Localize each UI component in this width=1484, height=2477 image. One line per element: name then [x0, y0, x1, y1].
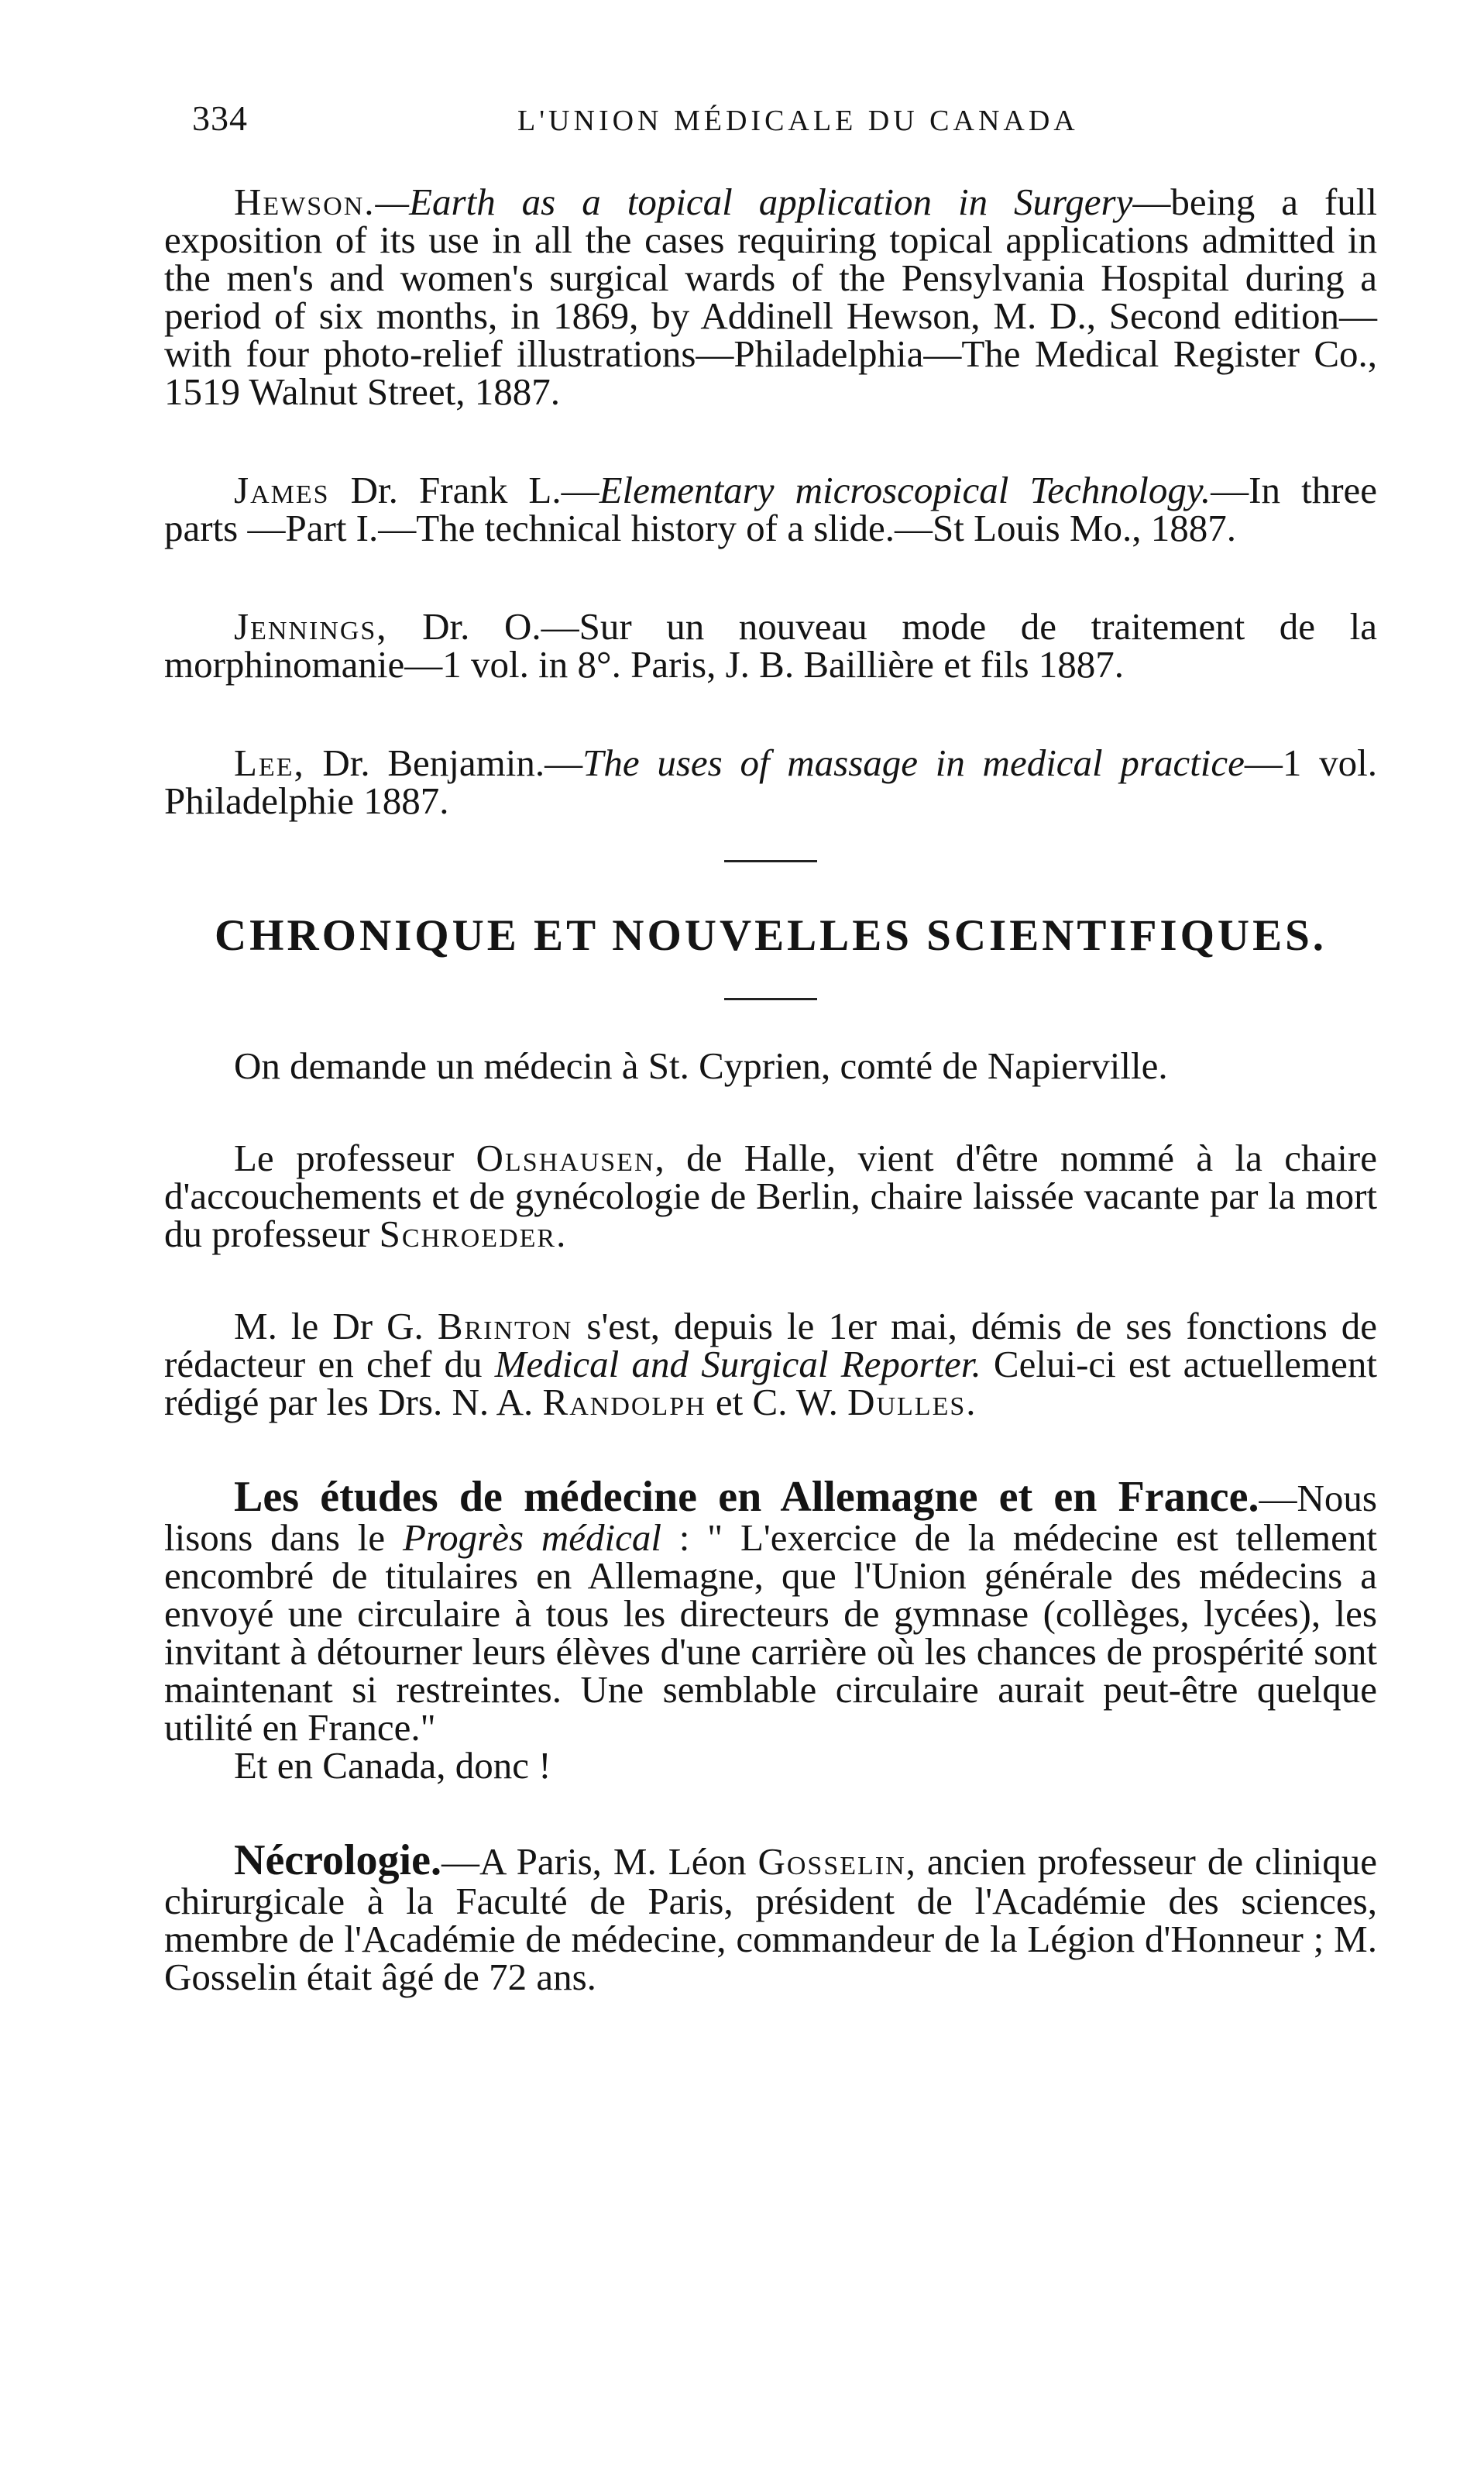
biblio-title: —Earth as a topical application in Surgery — [375, 181, 1133, 223]
news-item-etudes-coda — [164, 1744, 1377, 1787]
page-number: 334 — [192, 98, 248, 138]
news-text: —A Paris, M. Léon — [441, 1840, 758, 1883]
biblio-author: Lee, — [234, 741, 305, 784]
section-title: CHRONIQUE ET NOUVELLES SCIENTIFIQUES. — [214, 911, 1328, 960]
person-name: Brinton — [437, 1305, 573, 1347]
person-name: Gosselin — [757, 1840, 906, 1883]
biblio-entry-james — [164, 471, 1377, 547]
news-text: Celui-ci est actuellement rédigé par les Drs. N. A. — [164, 1343, 1377, 1423]
news-text: . — [556, 1213, 566, 1255]
news-item-brinton — [164, 1307, 1377, 1421]
divider-rule — [724, 860, 817, 862]
biblio-title: The uses of massage in medical practice — [582, 741, 1245, 784]
running-title: L'UNION MÉDICALE DU CANADA — [517, 105, 1079, 137]
biblio-text: —being a full exposition of its use in all the cases requiring topical applications admitted in the men's and women's surgical wards of the Pensylvania Hospital during a period of six months, in 1869, by Addinell Hewson, M. D., Second edition—with four photo-relief illustrations—Philadelphia—The Medical Register Co., 1519 Walnut Street, 1887. — [164, 181, 1377, 413]
person-name: Dulles — [847, 1381, 967, 1423]
news-item-cyprien — [164, 1044, 1377, 1087]
news-text: Le professeur — [234, 1137, 476, 1179]
news-text: Et en Canada, donc ! — [234, 1744, 551, 1787]
news-item-necrologie — [164, 1836, 1377, 1998]
news-text: —Nous lisons dans le — [164, 1477, 1377, 1559]
journal-name: Medical and Surgical Reporter. — [494, 1343, 981, 1385]
person-name: Randolph — [542, 1381, 706, 1423]
biblio-text: —1 vol. Philadelphie 1887. — [164, 741, 1377, 822]
news-text: . — [966, 1381, 976, 1423]
news-text: , ancien professeur de clinique chirurgicale à la Faculté de Paris, président de l'Académie des sciences, membre de l'Académie de médecine, commandeur de la Légion d'Honneur ; M. Gosselin était âgé de 72 ans. — [164, 1840, 1377, 1998]
biblio-text: —In three parts —Part I.—The technical history of a slide.—St Louis Mo., 1887. — [164, 469, 1378, 549]
divider-rule — [724, 998, 817, 1000]
news-item-olshausen — [164, 1139, 1377, 1253]
person-name: Schroeder — [379, 1213, 557, 1255]
news-heading: Les études de médecine en Allemagne et en France. — [234, 1473, 1259, 1521]
news-text: s'est, depuis le 1er mai, démis de ses fonctions de rédacteur en chef du — [164, 1305, 1377, 1385]
news-heading: Nécrologie. — [234, 1836, 441, 1884]
biblio-entry-lee — [164, 741, 1377, 822]
news-text: : " L'exercice de la médecine est tellement encombré de titulaires en Allemagne, que l'Union générale des médecins a envoyé une circulaire à tous les directeurs de gymnase (collèges, lycées), les invitant à détourner leurs élèves d'une carrière où les chances de prospérité sont maintenant si restreintes. Une semblable circulaire aurait peut-être quelque utilité en France." — [164, 1516, 1377, 1749]
biblio-author: Jennings, — [234, 605, 388, 648]
biblio-title: Elementary microscopical Technology. — [599, 469, 1211, 511]
biblio-entry-jennings — [164, 605, 1377, 686]
journal-name: Progrès médical — [402, 1516, 661, 1559]
page-header — [192, 98, 1369, 152]
page-content — [164, 183, 1377, 1996]
biblio-pre: Dr. Frank L.— — [329, 469, 599, 511]
news-item-etudes — [164, 1473, 1377, 1749]
biblio-text: Dr. O.—Sur un nouveau mode de traitement de la morphinomanie—1 vol. in 8°. Paris, J. B. Baillière et fils 1887. — [164, 605, 1377, 686]
biblio-entry-hewson — [164, 183, 1377, 411]
news-text: et C. W. — [706, 1381, 848, 1423]
news-text: M. le Dr G. — [234, 1305, 438, 1347]
biblio-author: Hewson. — [234, 181, 376, 223]
person-name: Olshausen — [476, 1137, 655, 1179]
news-text: , de Halle, vient d'être nommé à la chaire d'accouchements et de gynécologie de Berlin, chaire laissée vacante par la mort du professeur — [164, 1137, 1377, 1255]
news-text: On demande un médecin à St. Cyprien, comté de Napierville. — [234, 1044, 1168, 1087]
biblio-author: James — [234, 469, 330, 511]
biblio-pre: Dr. Benjamin.— — [304, 741, 583, 784]
